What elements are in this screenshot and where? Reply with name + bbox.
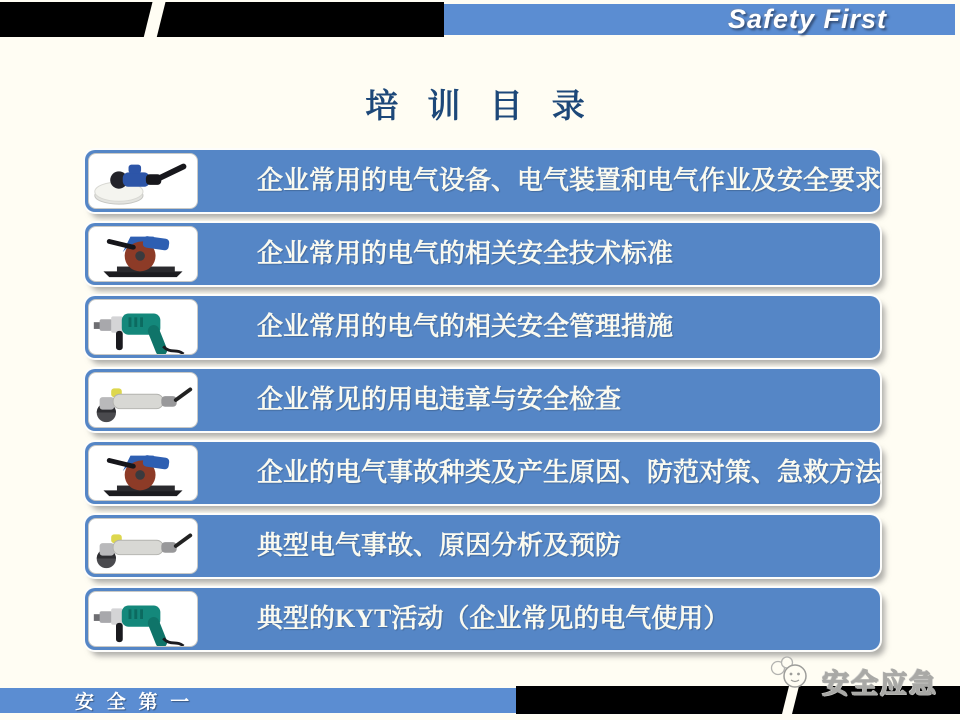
tool-photo [88, 445, 198, 501]
toc-item-1[interactable] [85, 150, 880, 212]
drill-icon [89, 592, 197, 646]
footer-blue-band [0, 688, 516, 713]
toc-item-6[interactable] [85, 515, 880, 577]
toc-item-label: 企业常用的电气的相关安全技术标准 [257, 239, 674, 268]
watermark-text: 安全应急 [822, 669, 938, 699]
toc-item-label: 企业常见的用电违章与安全检查 [257, 385, 622, 414]
toc-item-4[interactable] [85, 369, 880, 431]
drill-icon [89, 300, 197, 354]
cutoff-saw-icon [89, 227, 197, 281]
toc-item-label: 企业的电气事故种类及产生原因、防范对策、急救方法 [257, 458, 882, 487]
tool-photo [88, 591, 198, 647]
toc-item-label: 典型电气事故、原因分析及预防 [257, 531, 622, 560]
cutoff-saw-icon [89, 446, 197, 500]
polisher-icon [89, 154, 197, 208]
page-title: 培 训 目 录 [365, 87, 595, 124]
toc-item-label: 典型的KYT活动（企业常见的电气使用） [257, 604, 730, 633]
footer-slogan: 安 全 第 一 [75, 692, 194, 713]
tool-photo [88, 226, 198, 282]
brand-text: Safety First [727, 4, 887, 34]
mascot-logo-icon [768, 656, 818, 696]
toc-item-7[interactable] [85, 588, 880, 650]
toc-item-3[interactable] [85, 296, 880, 358]
angle-grinder-icon [89, 373, 197, 427]
tool-photo [88, 372, 198, 428]
header-blue-band [444, 4, 955, 35]
header-black-band [0, 2, 444, 37]
toc-item-label: 企业常用的电气的相关安全管理措施 [257, 312, 674, 341]
tool-photo [88, 153, 198, 209]
toc-item-label: 企业常用的电气设备、电气装置和电气作业及安全要求 [257, 166, 882, 195]
tool-photo [88, 518, 198, 574]
angle-grinder-icon [89, 519, 197, 573]
tool-photo [88, 299, 198, 355]
toc-item-2[interactable] [85, 223, 880, 285]
toc-item-5[interactable] [85, 442, 880, 504]
